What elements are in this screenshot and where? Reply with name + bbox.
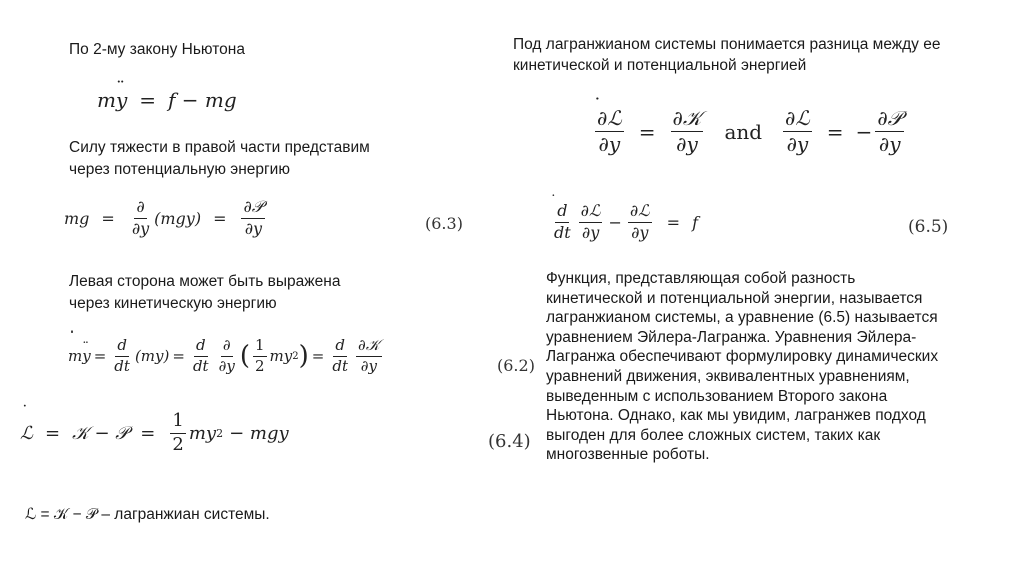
equation-6-4: ℒ = 𝒦 − 𝒫 = $\frac{1}{2}$ m y ˙ 2 − mgy (20, 412, 289, 455)
equation-partials: $\frac{\text{∂ℒ}}{\partial y}$ ˙ = $\frac{\text{∂𝒦}}{\partial y}$ ˙ and $\frac{\text{∂ℒ}}{\partial y}$ = − $\frac{\text{∂𝒫}}{\partial y}$ (592, 108, 907, 155)
kinetic-text-line1: Левая сторона может быть выражена (69, 273, 341, 290)
equation-6-3: mg = $\frac{\partial}{\partial y}$ (mgy) = $\frac{\text{∂𝒫}}{\partial y}$ (64, 197, 264, 238)
lagrangian-intro-line1: Под лагранжианом системы понимается разница между ее (513, 36, 941, 53)
eq64-k-minus-p: 𝒦 − 𝒫 (72, 422, 129, 444)
eq-number-6-2: (6.2) (497, 356, 535, 375)
eq-newton-rhs: f − mg (168, 88, 237, 112)
eq-newton-lhs: m (97, 88, 116, 112)
euler-lagrange-paragraph: Функция, представляющая собой разность кинетической и потенциальной энергии, называется лагранжианом системы, а уравнение (6.5) называется уравнением Эйлера-Лагранжа. Уравнения Эйлера- Лагранжа обеспечивают формулировку динамических уравнений движения, эквивалентных уравнениям, выведенным с использованием Второго закона Ньютона. Однако, как мы увидим, лагранжев подход выгоден для более сложных систем, таких как многозвенные роботы. (546, 270, 939, 464)
eq-number-6-4: (6.4) (488, 431, 531, 452)
eq63-arg: (mgy) (154, 208, 202, 228)
gravity-text-line2: через потенциальную энергию (69, 161, 290, 178)
eq-number-6-3: (6.3) (425, 214, 463, 233)
gravity-text-line1: Силу тяжести в правой части представим (69, 139, 370, 156)
eq-number-6-5: (6.5) (908, 217, 949, 237)
eq63-potential-frac: $\frac{\text{∂𝒫}}{\partial y}$ (243, 197, 264, 238)
equation-6-5: $\frac{d}{dt}$ $\frac{\text{∂ℒ}}{\partial y}$ ˙ − $\frac{\text{∂ℒ}}{\partial y}$ = f (549, 203, 698, 242)
eq-and-word: and (724, 119, 763, 144)
lagrangian-intro-line2: кинетической и потенциальной энергией (513, 57, 807, 74)
eq64-lagrangian: ℒ (20, 422, 33, 444)
eq63-partial-frac: $\frac{\partial}{\partial y}$ (131, 197, 150, 238)
eq-newton-ydd: y ¨ (116, 88, 127, 112)
equation-newton: m y ¨ = f − mg (97, 88, 237, 112)
equation-6-2: m y ¨ = $\frac{d}{dt}$ (m y ˙ ) = $\frac{d}{dt}$ $\frac{\partial}{\partial y}$ ˙ ( $\frac{1}{2}$ m y ˙ 2 ) = $\frac{d}{dt}$ $\frac{\text{∂𝒦}}{\partial y}$ ˙ (68, 338, 385, 375)
kinetic-text-line2: через кинетическую энергию (69, 295, 277, 312)
eq62-half: $\frac{1}{2}$ (254, 336, 265, 375)
eq65-rhs: f (692, 212, 698, 232)
lagrangian-footnote: ℒ = 𝒦 − 𝒫 – лагранжиан системы. (25, 506, 270, 523)
eq63-mg: mg (64, 208, 90, 228)
eq64-tail: − mgy (229, 422, 289, 444)
newton-heading: По 2-му закону Ньютона (69, 41, 245, 58)
